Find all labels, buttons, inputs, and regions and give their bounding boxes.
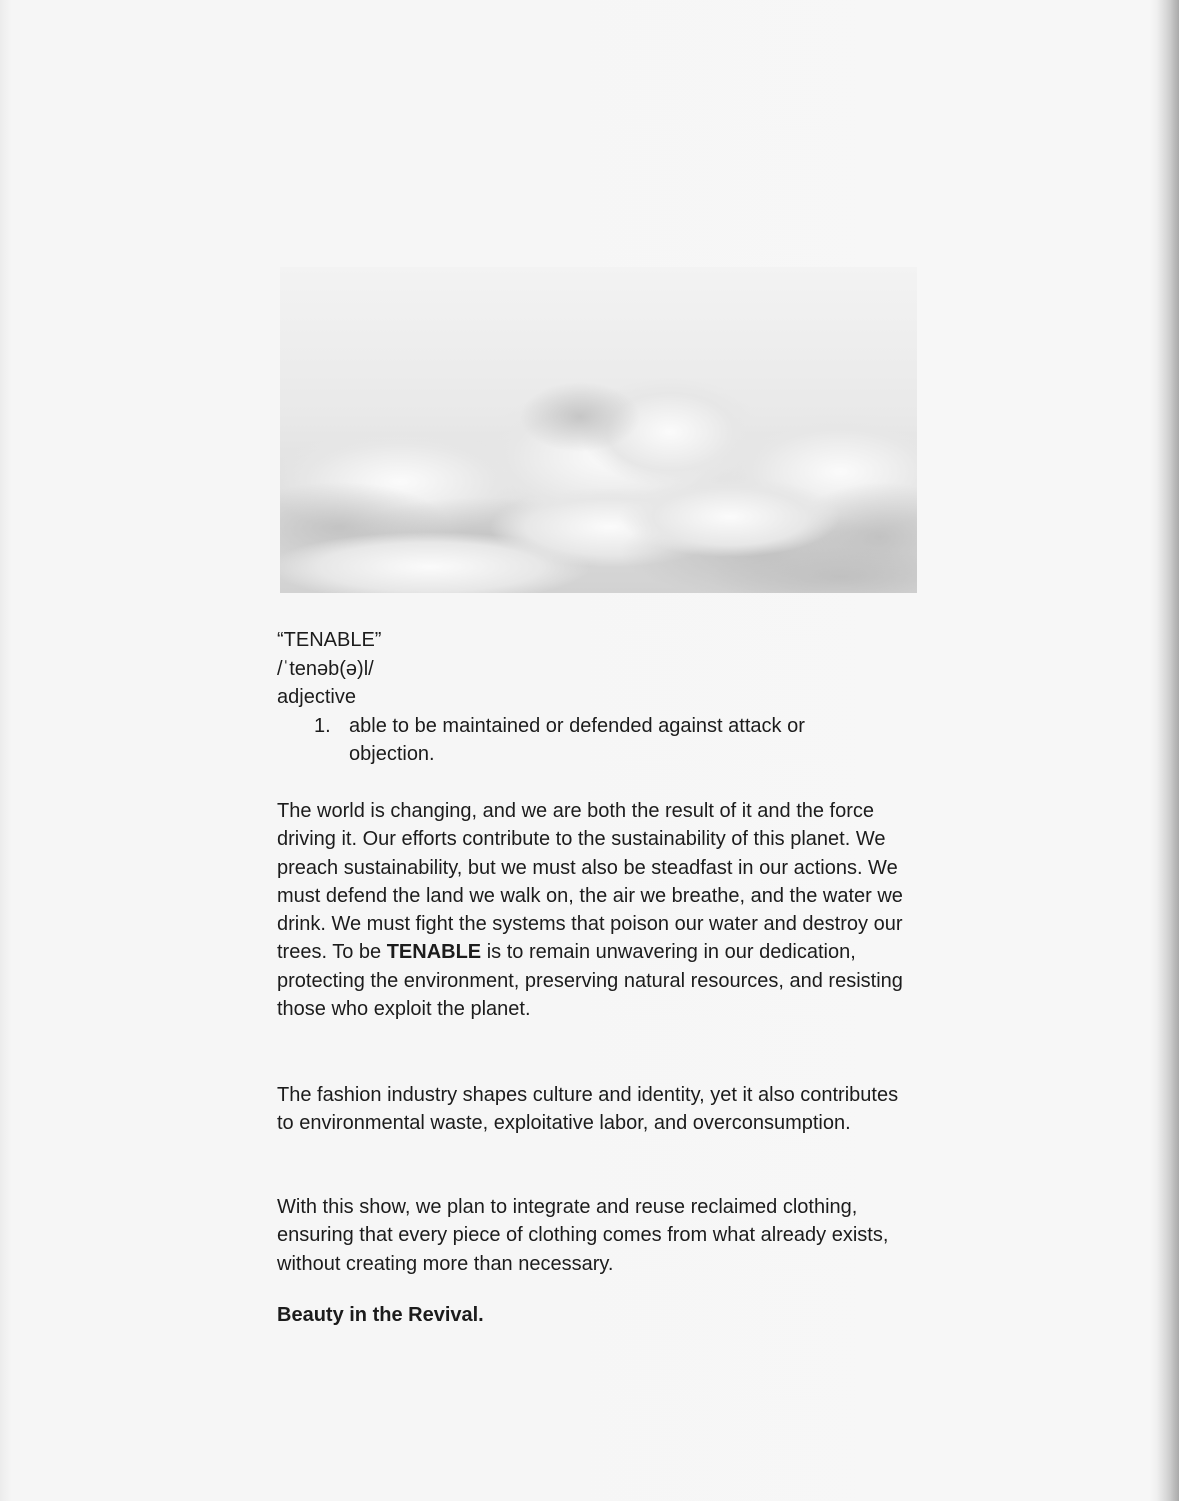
definition-number: 1. [314, 715, 331, 737]
paragraph-mission [277, 797, 907, 1023]
definition-text: able to be maintained or defended against attack or objection. [349, 715, 805, 765]
definition-word: “TENABLE” [277, 629, 382, 651]
definition-part-of-speech: adjective [277, 686, 356, 708]
paragraph-mission-start: The world is changing, and we are both the result of it and the force driving it. Our efforts contribute to the sustainability of this planet. We preach sustainability, but we must also be steadfast in our actions. We must defend the land we walk on, the air we breathe, and the water we drink. We must fight the systems that poison our water and destroy our trees. To be [277, 800, 903, 964]
definition-header [277, 626, 381, 712]
tenable-emphasis: TENABLE [386, 941, 482, 964]
paragraph-show-plan: With this show, we plan to integrate and reuse reclaimed clothing, ensuring that every piece of clothing comes from what already exists, without creating more than necessary. [277, 1196, 889, 1275]
paragraph-fashion-industry: The fashion industry shapes culture and identity, yet it also contributes to environmental waste, exploitative labor, and overconsumption. [277, 1084, 899, 1135]
page-edge-shadow [1157, 0, 1179, 1501]
definition-pronunciation: /ˈtenəb(ə)l/ [277, 657, 374, 680]
paragraph-mission-end: is to remain unwavering in our dedication, protecting the environment, preserving natural resources, and resisting those who exploit the planet. [277, 941, 903, 1021]
clouds-image [280, 267, 917, 593]
closing-statement: Beauty in the Revival. [277, 1304, 484, 1326]
